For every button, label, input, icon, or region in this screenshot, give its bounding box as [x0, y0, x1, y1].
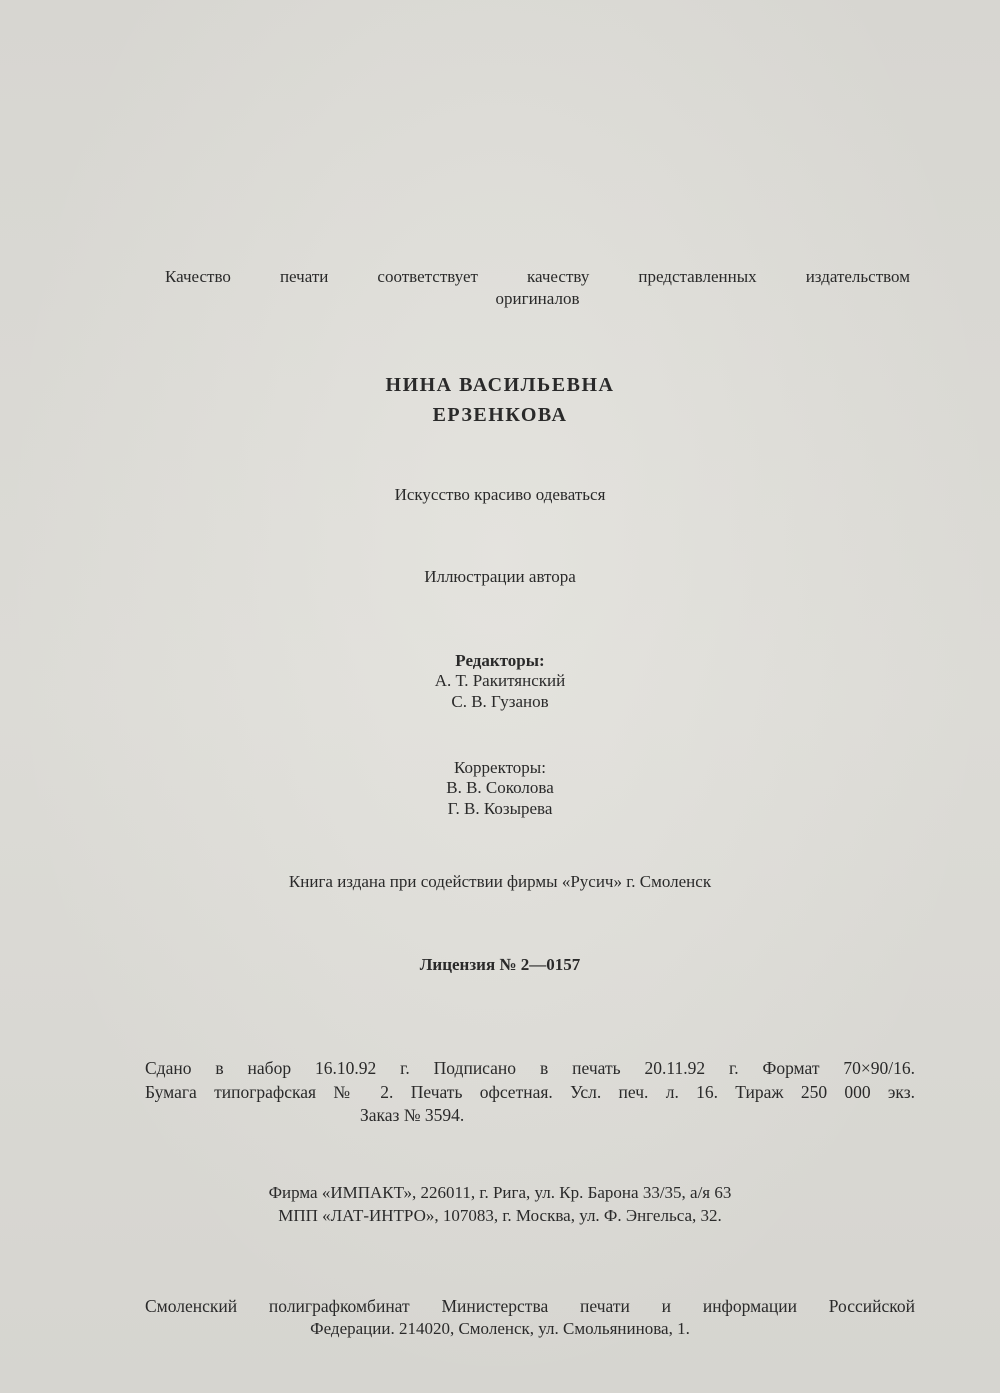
author-surname: ЕРЗЕНКОВА: [432, 404, 568, 426]
editors-heading: Редакторы:: [455, 651, 545, 670]
print-details-line2: Бумага типографская № 2. Печать офсетная. Усл. печ. л. 16. Тираж 250 000 экз.: [145, 1082, 915, 1102]
order-number: Заказ № 3594.: [360, 1105, 465, 1125]
author-name-first: НИНА ВАСИЛЬЕВНА: [385, 374, 615, 396]
printing-house-line2: Федерации. 214020, Смоленск, ул. Смольянинова, 1.: [310, 1319, 690, 1338]
print-quality-note-line1: Качество печати соответствует качеству представленных издательством: [165, 267, 910, 286]
editor-name: А. Т. Ракитянский: [434, 671, 566, 690]
editor-name: С. В. Гузанов: [451, 692, 549, 711]
print-quality-note-line2: оригиналов: [495, 289, 580, 308]
printing-house-line1: Смоленский полиграфкомбинат Министерства печати и информации Российской: [145, 1296, 915, 1316]
illustrations-credit: Иллюстрации автора: [424, 567, 576, 586]
firm-address-1: Фирма «ИМПАКТ», 226011, г. Рига, ул. Кр. Барона 33/35, а/я 63: [268, 1183, 732, 1202]
print-details-line1: Сдано в набор 16.10.92 г. Подписано в печать 20.11.92 г. Формат 70×90/16.: [145, 1058, 915, 1078]
proofreader-name: В. В. Соколова: [446, 778, 554, 797]
book-title: Искусство красиво одеваться: [394, 485, 606, 504]
proofreader-name: Г. В. Козырева: [447, 799, 553, 818]
proofreaders-heading: Корректоры:: [454, 758, 546, 777]
firm-address-2: МПП «ЛАТ-ИНТРО», 107083, г. Москва, ул. Ф. Энгельса, 32.: [278, 1206, 722, 1225]
publisher-support-note: Книга издана при содействии фирмы «Русич» г. Смоленск: [288, 872, 712, 891]
license-number: Лицензия № 2—0157: [419, 955, 581, 974]
